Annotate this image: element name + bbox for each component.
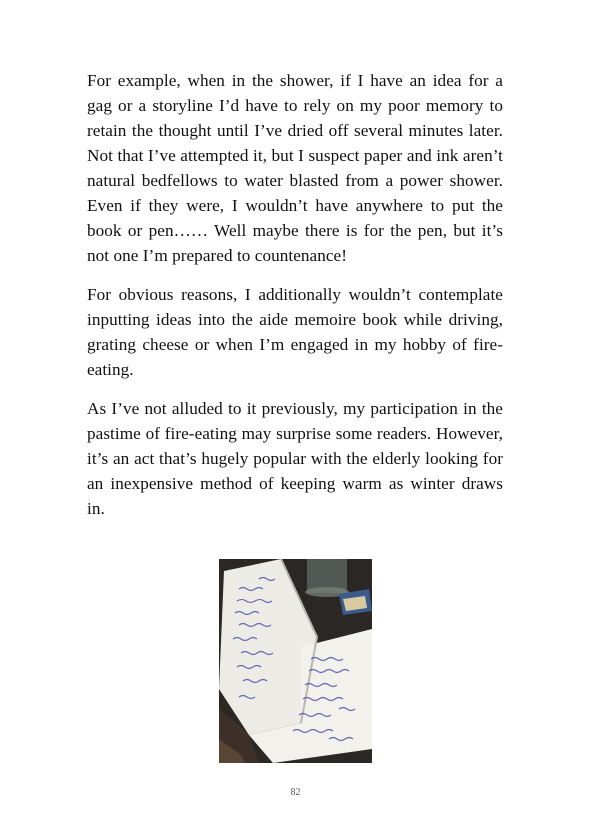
notebook-photo-illustration (219, 559, 372, 763)
paragraph-3: As I’ve not alluded to it previously, my participation in the pastime of fire-eating may surprise some readers. However, it’s an act that’s hugely popular with the elderly looking for an inexpensive method of keeping warm as winter draws in. (87, 399, 503, 518)
paragraph-2: For obvious reasons, I additionally wouldn’t contemplate inputting ideas into the aide memoire book while driving, grating cheese or when I’m engaged in my hobby of fire-eating. (87, 285, 503, 379)
body-text (87, 68, 503, 535)
page-number: 82 (290, 787, 301, 798)
notebook-photo (219, 559, 372, 763)
paragraph-1: For example, when in the shower, if I have an idea for a gag or a storyline I’d have to rely on my poor memory to retain the thought until I’ve dried off several minutes later. Not that I’ve attempted it, but I suspect paper and ink aren’t natural bedfellows to water blasted from a power shower. Even if they were, I wouldn’t have anywhere to put the book or pen…… Well maybe there is for the pen, but it’s not one I’m prepared to countenance! (87, 71, 503, 265)
